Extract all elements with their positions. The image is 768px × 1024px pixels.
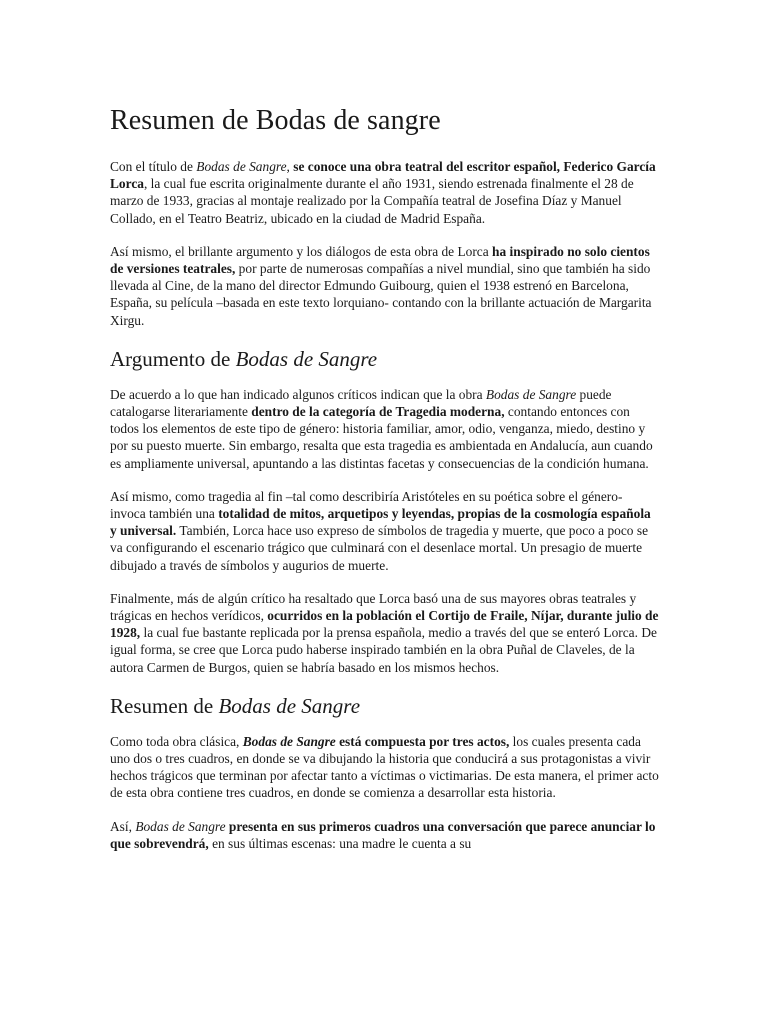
- text-run: ,: [286, 159, 294, 174]
- text-run: contando entonces con todos los elementos de este tipo de género: historia familiar, amor, odio, venganza, miedo, destino y por su puesto muerte. Sin embargo, resalta que esta tragedia es ambientada en Andalucía, aun cuando es ampliamente universal, apuntando a las distintas facetas y consecuencias de la condición humana.: [110, 404, 653, 471]
- resumen-heading-work-title: Bodas de Sangre: [218, 693, 361, 718]
- bold-text-run: dentro de la categoría de Tragedia moderna,: [251, 404, 505, 420]
- italic-text-run: Bodas de Sangre: [196, 159, 287, 174]
- intro-paragraph-2: [110, 243, 660, 329]
- text-run: Con el título de: [110, 159, 197, 174]
- bold-text-run: se conoce una obra teatral del escritor español, Federico García Lorca: [110, 159, 656, 192]
- italic-text-run: Bodas de Sangre: [242, 733, 336, 749]
- text-run: Como toda obra clásica,: [110, 733, 243, 749]
- argumento-heading: [110, 345, 660, 373]
- bold-text-run: está compuesta por tres actos,: [335, 733, 510, 749]
- argumento-paragraph-1: [110, 386, 660, 472]
- bold-text-run: ocurridos en la población el Cortijo de Fraile, Níjar, durante julio de 1928,: [110, 608, 659, 641]
- text-run: puede catalogarse literariamente: [110, 386, 612, 420]
- document-title: Resumen de Bodas de sangre: [110, 105, 441, 136]
- text-run: Así,: [110, 818, 136, 834]
- argumento-heading-work-title: Bodas de Sangre: [235, 346, 378, 371]
- intro-paragraph-1: [110, 158, 660, 227]
- bold-text-run: totalidad de mitos, arquetipos y leyendas, propias de la cosmología española y universal.: [110, 506, 651, 539]
- argumento-heading-prefix: Argumento de: [110, 346, 236, 371]
- italic-text-run: Bodas de Sangre: [135, 818, 226, 834]
- bold-text-run: presenta en sus primeros cuadros una conversación que parece anunciar lo que sobrevendrá,: [110, 818, 656, 851]
- text-run: También, Lorca hace uso expreso de símbolos de tragedia y muerte, que poco a poco se va configurando el escenario trágico que culminará con el desenlace mortal. Un presagio de muerte dibujado a través de símbolos y augurios de muerte.: [110, 523, 649, 573]
- resumen-paragraph-2: [110, 818, 660, 852]
- resumen-heading: [110, 692, 660, 720]
- argumento-paragraph-2: [110, 488, 660, 574]
- bold-text-run: ha inspirado no solo cientos de versiones teatrales,: [110, 243, 650, 277]
- document-page: [110, 103, 660, 852]
- text-run: Finalmente, más de algún crítico ha resaltado que Lorca basó una de sus mayores obras teatrales y trágicas en hechos verídicos,: [110, 590, 637, 624]
- text-run: , la cual fue escrita originalmente durante el año 1931, siendo estrenada finalmente el 28 de marzo de 1933, gracias al montaje realizado por la Compañía teatral de Josefina Díaz y Manuel Collado, en el Teatro Beatriz, ubicado en la ciudad de Madrid España.: [110, 176, 634, 226]
- text-run: Así mismo, el brillante argumento y los diálogos de esta obra de Lorca: [110, 243, 493, 259]
- text-run: en sus últimas escenas: una madre le cuenta a su: [208, 835, 472, 851]
- text-run: la cual fue bastante replicada por la prensa española, medio a través del que se enteró Lorca. De igual forma, se cree que Lorca pudo haberse inspirado también en la obra Puñal de Claveles, de la autora Carmen de Burgos, quien se habría basado en los mismos hechos.: [110, 625, 657, 675]
- text-run: De acuerdo a lo que han indicado algunos críticos indican que la obra: [110, 386, 486, 402]
- text-run: los cuales presenta cada uno dos o tres cuadros, en donde se va dibujando la historia que conducirá a sus protagonistas a vivir hechos trágicos que terminan por afectar tanto a víctimas o victimarias. De esta manera, el primer acto de esta obra contiene tres cuadros, en donde se comienza a desarrollar esta historia.: [110, 733, 659, 801]
- argumento-paragraph-3: [110, 590, 660, 676]
- resumen-paragraph-1: [110, 733, 660, 802]
- resumen-heading-prefix: Resumen de: [110, 693, 219, 718]
- italic-text-run: Bodas de Sangre: [485, 386, 577, 402]
- text-run: Así mismo, como tragedia al fin –tal como describiría Aristóteles en su poética sobre el género- invoca también una: [110, 488, 623, 522]
- text-run: por parte de numerosas compañías a nivel mundial, sino que también ha sido llevada al Cine, de la mano del director Edmundo Guibourg, quien el 1938 estrenó en Barcelona, España, su película –basada en este texto lorquiano- contando con la brillante actuación de Margarita Xirgu.: [110, 261, 652, 328]
